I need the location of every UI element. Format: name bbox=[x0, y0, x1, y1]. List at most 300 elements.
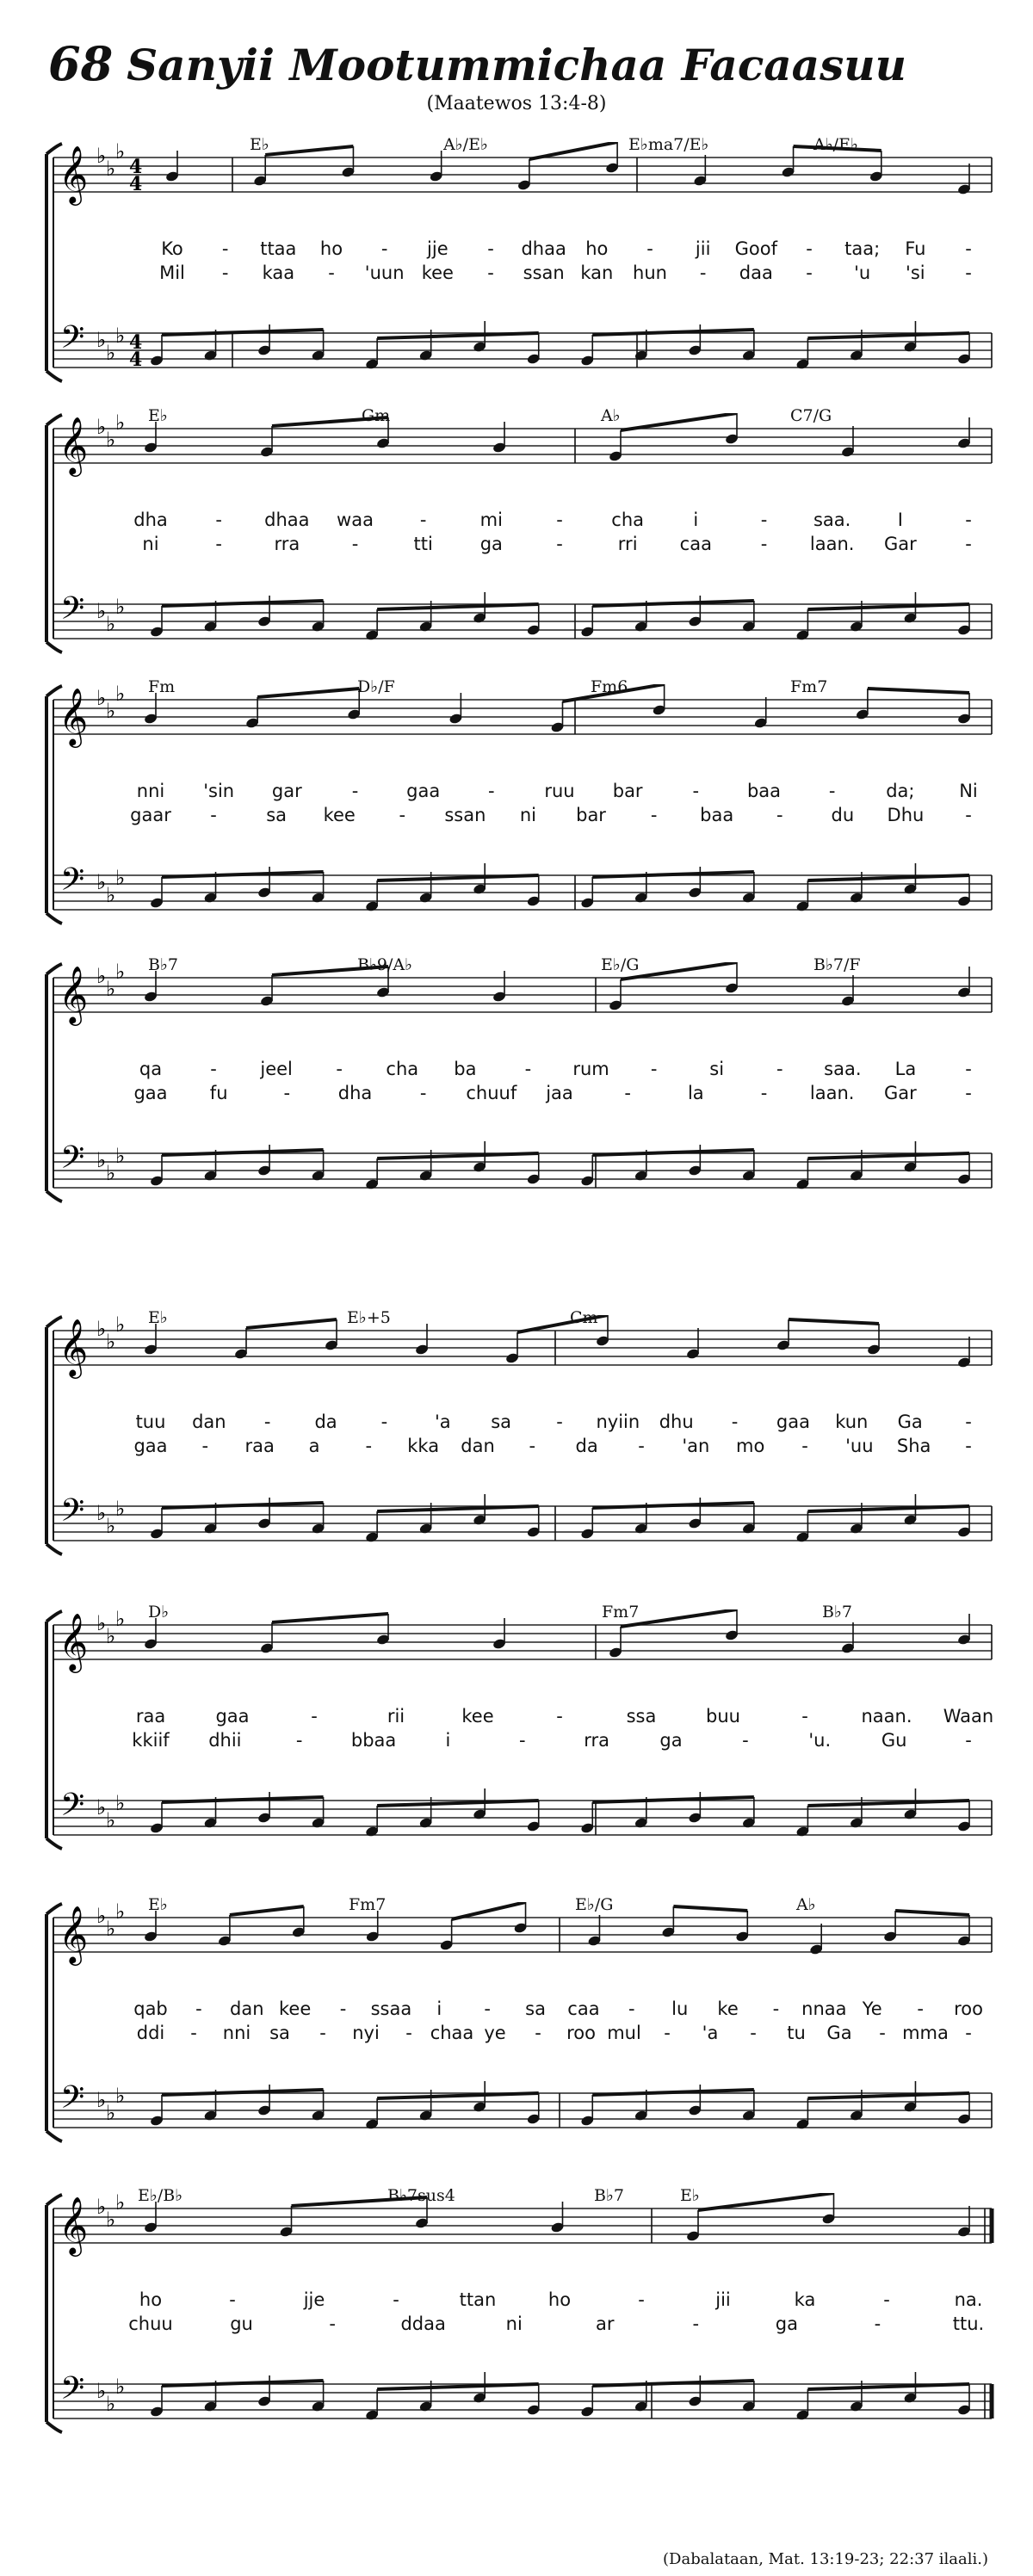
verse2-syllable: hun bbox=[633, 263, 667, 283]
verse1-syllable: na. bbox=[954, 2289, 983, 2310]
verse1-syllable: - bbox=[965, 238, 972, 259]
flat-sign: ♭ bbox=[96, 1148, 107, 1172]
chord-symbol: Gm bbox=[362, 406, 391, 425]
verse2-syllable: gaa bbox=[133, 1083, 168, 1103]
verse1-syllable: - bbox=[801, 1706, 808, 1727]
bass-clef: 𝄢 bbox=[60, 1140, 85, 1183]
flat-sign: ♭ bbox=[96, 144, 107, 168]
beam bbox=[162, 872, 324, 877]
verse1-syllable: - bbox=[263, 1412, 271, 1432]
verse1-syllable: Ye bbox=[862, 1998, 882, 2019]
music-system bbox=[0, 955, 1033, 1255]
flat-sign: ♭ bbox=[115, 2193, 126, 2215]
flat-sign: ♭ bbox=[106, 2392, 116, 2416]
beam bbox=[377, 604, 539, 609]
flat-sign: ♭ bbox=[106, 157, 116, 181]
bass-clef: 𝄢 bbox=[60, 2079, 85, 2123]
beam bbox=[592, 601, 754, 606]
chord-symbol: B♭7 bbox=[594, 2186, 625, 2205]
verse2-syllable: baa bbox=[700, 805, 734, 825]
verse2-syllable: jaa bbox=[546, 1083, 573, 1103]
staff-notation bbox=[0, 684, 1033, 977]
verse1-syllable: - bbox=[380, 1412, 388, 1432]
verse1-syllable: gaa bbox=[406, 781, 441, 801]
beam bbox=[377, 875, 539, 880]
verse1-syllable: - bbox=[484, 1998, 491, 2019]
verse2-syllable: chuu bbox=[128, 2313, 173, 2334]
verse2-syllable: rra bbox=[584, 1730, 610, 1751]
verse2-syllable: - bbox=[965, 1730, 972, 1751]
verse1-syllable: dan bbox=[229, 1998, 264, 2019]
verse2-syllable: gu bbox=[230, 2313, 253, 2334]
flat-sign: ♭ bbox=[115, 962, 126, 984]
beam bbox=[257, 689, 359, 697]
verse2-syllable: la bbox=[687, 1083, 704, 1103]
verse2-syllable: - bbox=[405, 2023, 412, 2043]
verse2-syllable: laan. bbox=[809, 534, 855, 554]
verse1-syllable: ho bbox=[547, 2289, 572, 2310]
verse1-syllable: - bbox=[336, 1059, 343, 1079]
verse1-syllable: i bbox=[436, 1998, 442, 2019]
verse1-syllable: da; bbox=[886, 781, 915, 801]
flat-sign: ♭ bbox=[96, 1795, 107, 1819]
beam bbox=[868, 689, 969, 693]
verse1-syllable: dhu bbox=[659, 1412, 694, 1432]
verse1-syllable: - bbox=[487, 238, 494, 259]
verse2-syllable: a bbox=[308, 1436, 320, 1456]
flat-sign: ♭ bbox=[115, 595, 126, 619]
flat-sign: ♭ bbox=[106, 2101, 116, 2125]
staff-notation bbox=[0, 413, 1033, 706]
verse1-syllable: jje bbox=[303, 2289, 325, 2310]
footer-note: (Dabalataan, Mat. 13:19-23; 22:37 ilaali.) bbox=[663, 2550, 988, 2568]
flat-sign: ♭ bbox=[96, 2088, 107, 2112]
verse1-syllable: - bbox=[524, 1059, 532, 1079]
verse2-syllable: tu bbox=[787, 2023, 806, 2043]
verse2-syllable: dan bbox=[461, 1436, 495, 1456]
chord-symbol: Cm bbox=[570, 1308, 598, 1327]
verse2-syllable: 'u. bbox=[808, 1730, 832, 1751]
flat-sign: ♭ bbox=[106, 977, 116, 1001]
verse2-syllable: - bbox=[215, 534, 222, 554]
verse2-syllable: 'a bbox=[702, 2023, 719, 2043]
verse2-syllable: Mil bbox=[159, 263, 185, 283]
verse1-syllable: ho bbox=[319, 238, 343, 259]
verse2-syllable: fu bbox=[209, 1083, 228, 1103]
staff-notation bbox=[0, 142, 1033, 435]
verse1-syllable: - bbox=[965, 510, 972, 530]
verse2-syllable: kan bbox=[580, 263, 614, 283]
verse1-syllable: mi bbox=[479, 510, 503, 530]
verse2-syllable: - bbox=[529, 1436, 536, 1456]
verse2-syllable: sa bbox=[266, 805, 288, 825]
beam bbox=[807, 1153, 969, 1158]
verse1-syllable: nni bbox=[136, 781, 165, 801]
flat-sign: ♭ bbox=[115, 413, 126, 435]
verse1-syllable: ho bbox=[585, 238, 609, 259]
time-signature: 4 bbox=[129, 331, 143, 354]
beam bbox=[162, 2090, 324, 2095]
verse2-syllable: daa bbox=[739, 263, 773, 283]
verse2-syllable: - bbox=[742, 1730, 749, 1751]
verse1-syllable: gar bbox=[271, 781, 302, 801]
beam bbox=[807, 1801, 969, 1806]
verse2-syllable: - bbox=[283, 1083, 291, 1103]
flat-sign: ♭ bbox=[96, 328, 107, 352]
beam bbox=[272, 1614, 388, 1622]
music-system bbox=[0, 2186, 1033, 2486]
verse1-syllable: - bbox=[806, 238, 813, 259]
verse2-syllable: ga bbox=[479, 534, 503, 554]
flat-sign: ♭ bbox=[106, 1161, 116, 1185]
verse1-syllable: - bbox=[646, 238, 653, 259]
verse1-syllable: - bbox=[215, 510, 222, 530]
treble-clef: 𝄞 bbox=[59, 2196, 89, 2254]
verse2-syllable: nyi bbox=[352, 2023, 380, 2043]
verse2-syllable: - bbox=[638, 1436, 645, 1456]
verse2-syllable: - bbox=[806, 263, 813, 283]
verse2-syllable: - bbox=[535, 2023, 541, 2043]
verse2-syllable: ni bbox=[142, 534, 159, 554]
verse1-syllable: - bbox=[628, 1998, 635, 2019]
verse2-syllable: mo bbox=[736, 1436, 765, 1456]
verse1-syllable: kee bbox=[461, 1706, 494, 1727]
flat-sign: ♭ bbox=[106, 612, 116, 636]
beam bbox=[807, 875, 969, 880]
chord-symbol: A♭/E♭ bbox=[443, 135, 488, 154]
bass-clef: 𝄢 bbox=[60, 2370, 85, 2414]
verse1-syllable: dhaa bbox=[521, 238, 566, 259]
beam bbox=[592, 1150, 754, 1155]
chord-symbol: A♭ bbox=[601, 406, 621, 425]
verse1-syllable: - bbox=[760, 510, 768, 530]
verse2-syllable: - bbox=[328, 263, 335, 283]
verse2-syllable: - bbox=[692, 2313, 700, 2334]
verse1-syllable: Waan bbox=[943, 1706, 994, 1727]
staff-notation bbox=[0, 962, 1033, 1255]
flat-sign: ♭ bbox=[115, 1497, 126, 1521]
verse1-syllable: dan bbox=[192, 1412, 226, 1432]
verse1-syllable: sa bbox=[525, 1998, 546, 2019]
flat-sign: ♭ bbox=[115, 1791, 126, 1815]
bass-clef: 𝄢 bbox=[60, 1492, 85, 1536]
verse2-syllable: 'uun bbox=[364, 263, 405, 283]
staff-notation bbox=[0, 1902, 1033, 2195]
verse2-syllable: i bbox=[445, 1730, 451, 1751]
flat-sign: ♭ bbox=[106, 1330, 116, 1354]
verse1-syllable: ssa bbox=[626, 1706, 657, 1727]
verse1-syllable: dha bbox=[133, 510, 168, 530]
treble-staff bbox=[53, 1331, 992, 1365]
verse1-syllable: - bbox=[195, 1998, 202, 2019]
verse1-syllable: rii bbox=[387, 1706, 405, 1727]
verse1-syllable: taa; bbox=[844, 238, 881, 259]
verse2-syllable: ssan bbox=[523, 263, 565, 283]
verse2-syllable: chuuf bbox=[466, 1083, 517, 1103]
verse1-syllable: Ga bbox=[897, 1412, 923, 1432]
treble-clef: 𝄞 bbox=[59, 416, 89, 474]
flat-sign: ♭ bbox=[96, 415, 107, 439]
verse2-syllable: du bbox=[831, 805, 855, 825]
verse2-syllable: gaa bbox=[133, 1436, 168, 1456]
verse1-syllable: 'sin bbox=[203, 781, 235, 801]
verse2-syllable: - bbox=[750, 2023, 757, 2043]
verse1-syllable: buu bbox=[706, 1706, 740, 1727]
verse1-syllable: - bbox=[229, 2289, 236, 2310]
scripture-reference: (Maatewos 13:4-8) bbox=[426, 93, 607, 114]
verse1-syllable: - bbox=[965, 1059, 972, 1079]
beam bbox=[807, 2093, 969, 2098]
verse2-syllable: - bbox=[210, 805, 217, 825]
verse1-syllable: - bbox=[776, 1059, 783, 1079]
verse2-syllable: caa bbox=[679, 534, 712, 554]
chord-symbol: Fm6 bbox=[591, 677, 628, 696]
beam bbox=[162, 1797, 324, 1802]
verse2-syllable: 'uu bbox=[845, 1436, 874, 1456]
treble-clef: 𝄞 bbox=[59, 1612, 89, 1671]
verse2-syllable: bbaa bbox=[350, 1730, 397, 1751]
verse2-syllable: - bbox=[879, 2023, 886, 2043]
flat-sign: ♭ bbox=[106, 699, 116, 723]
beam bbox=[230, 1906, 304, 1915]
verse2-syllable: - bbox=[965, 1083, 972, 1103]
verse1-syllable: qab bbox=[133, 1998, 168, 2019]
staff-notation bbox=[0, 1609, 1033, 1902]
chord-symbol: B♭7 bbox=[822, 1603, 853, 1622]
bass-clef: 𝄢 bbox=[60, 319, 85, 363]
verse1-syllable: saa. bbox=[824, 1059, 862, 1079]
beam bbox=[592, 1503, 754, 1508]
music-system bbox=[0, 1895, 1033, 2195]
verse2-syllable: 'si bbox=[906, 263, 925, 283]
verse2-syllable: - bbox=[351, 534, 359, 554]
time-signature: 4 bbox=[129, 156, 143, 178]
verse1-syllable: ruu bbox=[544, 781, 575, 801]
verse1-syllable: nnaa bbox=[801, 1998, 847, 2019]
beam bbox=[895, 1911, 969, 1915]
verse2-syllable: - bbox=[221, 263, 229, 283]
music-system bbox=[0, 677, 1033, 977]
flat-sign: ♭ bbox=[115, 1144, 126, 1168]
flat-sign: ♭ bbox=[106, 1808, 116, 1832]
flat-sign: ♭ bbox=[106, 1917, 116, 1941]
treble-staff bbox=[53, 978, 992, 1012]
verse2-syllable: 'u bbox=[854, 263, 871, 283]
verse1-syllable: ttan bbox=[459, 2289, 497, 2310]
verse2-syllable: - bbox=[319, 2023, 326, 2043]
verse1-syllable: bar bbox=[612, 781, 643, 801]
verse1-syllable: lu bbox=[671, 1998, 689, 2019]
verse2-syllable: da bbox=[575, 1436, 598, 1456]
beam bbox=[162, 330, 324, 335]
verse1-syllable: qa bbox=[139, 1059, 163, 1079]
verse2-syllable: ddi bbox=[136, 2023, 165, 2043]
verse1-syllable: tuu bbox=[135, 1412, 166, 1432]
verse2-syllable: - bbox=[776, 805, 783, 825]
flat-sign: ♭ bbox=[106, 1514, 116, 1538]
verse1-syllable: gaa bbox=[776, 1412, 810, 1432]
verse2-syllable: laan. bbox=[809, 1083, 855, 1103]
verse2-syllable: mul bbox=[607, 2023, 641, 2043]
verse2-syllable: nni bbox=[222, 2023, 251, 2043]
verse2-syllable: - bbox=[801, 1436, 808, 1456]
verse2-syllable: kee bbox=[323, 805, 356, 825]
chord-symbol: E♭ bbox=[148, 406, 168, 425]
beam bbox=[621, 413, 737, 430]
verse2-syllable: Ga bbox=[826, 2023, 852, 2043]
verse2-syllable: ni bbox=[505, 2313, 523, 2334]
verse2-syllable: ssan bbox=[444, 805, 486, 825]
chord-symbol: E♭ma7/E♭ bbox=[628, 135, 709, 154]
verse1-syllable: roo bbox=[954, 1998, 983, 2019]
treble-staff bbox=[53, 1918, 992, 1952]
verse2-syllable: Gu bbox=[881, 1730, 907, 1751]
verse2-syllable: - bbox=[965, 534, 972, 554]
flat-sign: ♭ bbox=[96, 2195, 107, 2219]
flat-sign: ♭ bbox=[96, 1501, 107, 1525]
verse2-syllable: 'an bbox=[682, 1436, 710, 1456]
verse1-syllable: - bbox=[692, 781, 700, 801]
beam bbox=[246, 1319, 337, 1328]
verse1-syllable: - bbox=[311, 1706, 318, 1727]
verse2-syllable: - bbox=[664, 2023, 671, 2043]
verse2-syllable: roo bbox=[566, 2023, 596, 2043]
flat-sign: ♭ bbox=[115, 684, 126, 706]
verse2-syllable: ga bbox=[775, 2313, 798, 2334]
treble-staff bbox=[53, 700, 992, 734]
flat-sign: ♭ bbox=[96, 1317, 107, 1341]
verse1-syllable: saa. bbox=[813, 510, 851, 530]
verse1-syllable: cha bbox=[611, 510, 645, 530]
verse2-syllable: rra bbox=[274, 534, 300, 554]
flat-sign: ♭ bbox=[115, 866, 126, 890]
flat-sign: ♭ bbox=[96, 2379, 107, 2403]
flat-sign: ♭ bbox=[106, 1624, 116, 1648]
verse1-syllable: - bbox=[351, 781, 359, 801]
flat-sign: ♭ bbox=[115, 324, 126, 348]
verse1-syllable: - bbox=[556, 510, 563, 530]
chord-symbol: E♭+5 bbox=[347, 1308, 391, 1327]
verse2-syllable: Sha bbox=[896, 1436, 931, 1456]
verse1-syllable: - bbox=[965, 1412, 972, 1432]
beam bbox=[377, 1506, 539, 1511]
flat-sign: ♭ bbox=[106, 341, 116, 365]
verse2-syllable: - bbox=[487, 263, 494, 283]
chord-symbol: Fm7 bbox=[349, 1895, 387, 1914]
verse1-syllable: i bbox=[693, 510, 699, 530]
verse1-syllable: kee bbox=[279, 1998, 312, 2019]
verse2-syllable: - bbox=[760, 534, 768, 554]
flat-sign: ♭ bbox=[106, 2208, 116, 2232]
verse1-syllable: caa bbox=[567, 1998, 600, 2019]
verse2-syllable: tti bbox=[413, 534, 433, 554]
verse1-syllable: dhaa bbox=[264, 510, 310, 530]
treble-staff bbox=[53, 1625, 992, 1659]
treble-clef: 𝄞 bbox=[59, 1318, 89, 1376]
verse2-syllable: ye bbox=[484, 2023, 506, 2043]
staff-notation bbox=[0, 1315, 1033, 1608]
flat-sign: ♭ bbox=[115, 2375, 126, 2399]
verse1-syllable: jje bbox=[427, 238, 448, 259]
time-signature: 4 bbox=[129, 349, 143, 371]
verse2-syllable: - bbox=[650, 805, 658, 825]
verse1-syllable: jii bbox=[715, 2289, 731, 2310]
verse1-syllable: nyiin bbox=[596, 1412, 640, 1432]
verse2-syllable: kee bbox=[421, 263, 454, 283]
verse1-syllable: ssaa bbox=[370, 1998, 412, 2019]
flat-sign: ♭ bbox=[96, 599, 107, 623]
beam bbox=[698, 2193, 834, 2210]
verse1-syllable: gaa bbox=[215, 1706, 250, 1727]
verse1-syllable: - bbox=[650, 1059, 658, 1079]
chord-symbol: Fm7 bbox=[790, 677, 828, 696]
verse2-syllable: - bbox=[519, 1730, 526, 1751]
verse2-syllable: sa bbox=[269, 2023, 290, 2043]
verse2-syllable: Gar bbox=[883, 1083, 917, 1103]
verse1-syllable: - bbox=[883, 2289, 890, 2310]
verse1-syllable: I bbox=[897, 510, 903, 530]
verse1-syllable: ho bbox=[139, 2289, 163, 2310]
chord-symbol: E♭/B♭ bbox=[138, 2186, 183, 2205]
flat-sign: ♭ bbox=[106, 883, 116, 907]
verse2-syllable: rri bbox=[617, 534, 638, 554]
verse2-syllable: ddaa bbox=[400, 2313, 446, 2334]
chord-symbol: Fm7 bbox=[602, 1603, 640, 1622]
verse2-syllable: raa bbox=[244, 1436, 275, 1456]
beam bbox=[162, 1503, 324, 1508]
music-system bbox=[0, 406, 1033, 706]
verse1-syllable: si bbox=[709, 1059, 725, 1079]
beam bbox=[377, 2093, 539, 2098]
verse1-syllable: baa bbox=[746, 781, 782, 801]
beam bbox=[807, 1506, 969, 1511]
bass-clef: 𝄢 bbox=[60, 590, 85, 634]
verse1-syllable: - bbox=[556, 1706, 563, 1727]
flat-sign: ♭ bbox=[96, 1904, 107, 1928]
verse1-syllable: - bbox=[393, 2289, 399, 2310]
chord-symbol: D♭ bbox=[148, 1603, 170, 1622]
verse1-syllable: ke bbox=[717, 1998, 739, 2019]
verse1-syllable: jeel bbox=[260, 1059, 293, 1079]
chord-symbol: Fm bbox=[148, 677, 176, 696]
verse2-syllable: - bbox=[399, 805, 406, 825]
chord-symbol: E♭/G bbox=[601, 955, 640, 974]
beam bbox=[807, 2384, 969, 2389]
verse2-syllable: kka bbox=[407, 1436, 440, 1456]
verse1-syllable: - bbox=[731, 1412, 739, 1432]
verse1-syllable: ba bbox=[454, 1059, 477, 1079]
verse1-syllable: - bbox=[828, 781, 836, 801]
beam bbox=[592, 2090, 754, 2095]
chord-symbol: C7/G bbox=[790, 406, 832, 425]
verse1-syllable: ka bbox=[794, 2289, 816, 2310]
hymn-title: Sanyii Mootummichaa Facaasuu bbox=[127, 40, 906, 90]
treble-clef: 𝄞 bbox=[59, 687, 89, 745]
verse2-syllable: - bbox=[295, 1730, 303, 1751]
flat-sign: ♭ bbox=[115, 142, 126, 164]
verse1-syllable: naan. bbox=[861, 1706, 912, 1727]
verse1-syllable: La bbox=[894, 1059, 917, 1079]
verse2-syllable: - bbox=[329, 2313, 336, 2334]
flat-sign: ♭ bbox=[106, 428, 116, 452]
beam bbox=[592, 872, 754, 877]
music-system bbox=[0, 1603, 1033, 1902]
chord-symbol: E♭ bbox=[250, 135, 269, 154]
beam bbox=[377, 2384, 539, 2389]
verse1-syllable: - bbox=[772, 1998, 780, 2019]
verse2-syllable: - bbox=[190, 2023, 197, 2043]
verse2-syllable: dhii bbox=[208, 1730, 242, 1751]
